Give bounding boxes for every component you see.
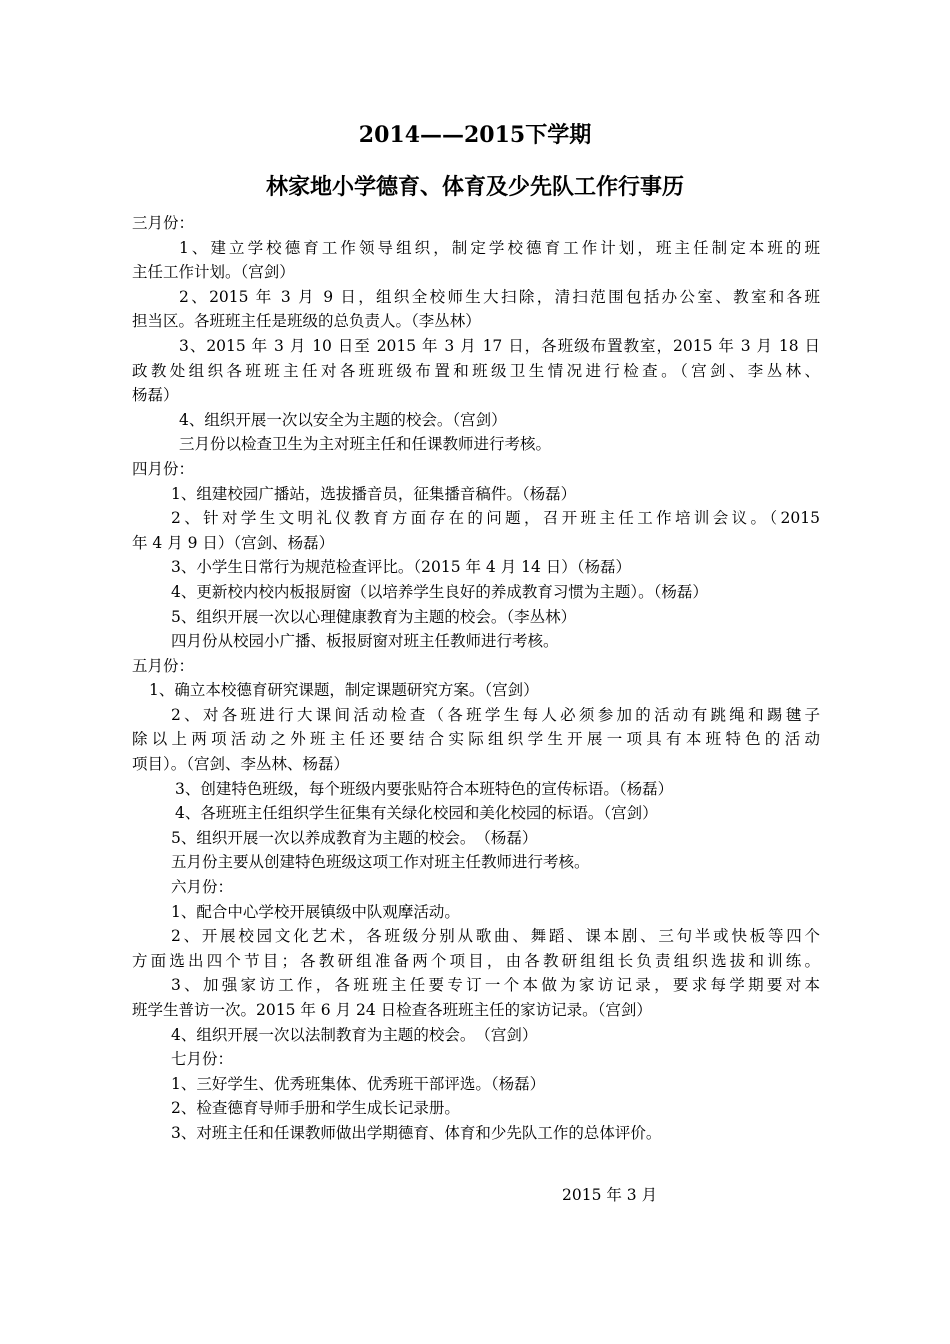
march-item1-line1: 1、建立学校德育工作领导组织，制定学校德育工作计划，班主任制定本班的班 [179,238,820,257]
april-summary: 四月份从校园小广播、板报厨窗对班主任教师进行考核。 [171,632,559,651]
april-item4: 4、更新校内校内板报厨窗（以培养学生良好的养成教育习惯为主题）。（杨磊） [171,582,708,601]
march-item3-line1: 3、2015 年 3 月 10 日至 2015 年 3 月 17 日，各班级布置教室，2015 年 3 月 18 日 [179,336,820,355]
june-item3-line2: 班学生普访一次。2015 年 6 月 24 日检查各班班主任的家访记录。（宫剑） [132,1001,652,1019]
april-item1: 1、组建校园广播站，选拔播音员，征集播音稿件。（杨磊） [171,484,577,503]
may-item2-line3: 项目）。（宫剑、李丛林、杨磊） [132,755,350,774]
march-item1-line2: 主任工作计划。（宫剑） [132,263,295,282]
may-heading: 五月份： [132,656,195,675]
june-item4: 4、组织开展一次以法制教育为主题的校会。 （宫剑） [171,1025,538,1044]
march-item2-line2: 担当区。各班班主任是班级的总负责人。（李丛林） [132,312,481,331]
document-body [132,211,820,1146]
april-item3: 3、小学生日常行为规范检查评比。（2015 年 4 月 14 日）（杨磊） [171,558,632,577]
march-summary: 三月份以检查卫生为主对班主任和任课教师进行考核。 [179,435,552,454]
may-item1: 1、确立本校德育研究课题，制定课题研究方案。（宫剑） [149,681,539,700]
june-item2-line1: 2、开展校园文化艺术，各班级分别从歌曲、舞蹈、课本剧、三句半或快板等四个 [171,927,820,946]
may-summary: 五月份主要从创建特色班级这项工作对班主任教师进行考核。 [171,853,590,872]
june-heading: 六月份： [171,878,234,897]
july-item2: 2、检查德育导师手册和学生成长记录册。 [171,1099,460,1118]
document-title-main: 林家地小学德育、体育及少先队工作行事历 [265,174,684,200]
march-heading: 三月份： [132,214,195,232]
april-item5: 5、组织开展一次以心理健康教育为主题的校会。（李丛林） [171,607,577,626]
document-date: 2015 年 3 月 [562,1186,658,1204]
june-item2-line2: 方面选出四个节目；各教研组准备两个项目，由各教研组组长负责组织选拔和训练。 [132,951,820,970]
july-heading: 七月份： [171,1050,234,1069]
may-item2-line1: 2、对各班进行大课间活动检查（各班学生每人必须参加的活动有跳绳和踢毽子 [171,705,820,724]
july-item3: 3、对班主任和任课教师做出学期德育、体育和少先队工作的总体评价。 [171,1123,662,1142]
june-item3-line1: 3、加强家访工作，各班班主任要专订一个本做为家访记录，要求每学期要对本 [171,976,820,995]
may-item5: 5、组织开展一次以养成教育为主题的校会。 （杨磊） [171,828,538,847]
may-item3: 3、创建特色班级，每个班级内要张贴符合本班特色的宣传标语。（杨磊） [175,779,674,798]
may-item4: 4、各班班主任组织学生征集有关绿化校园和美化校园的标语。（宫剑） [175,804,658,823]
document-title-term: 2014——2015下学期 [358,122,592,148]
april-item2-line1: 2、针对学生文明礼仪教育方面存在的问题，召开班主任工作培训会议。（2015 [171,509,820,528]
march-item3-line3: 杨磊） [132,386,179,405]
april-heading: 四月份： [132,459,195,478]
march-item4: 4、组织开展一次以安全为主题的校会。（宫剑） [179,410,507,429]
april-item2-line2: 年 4 月 9 日）（宫剑、杨磊） [132,533,335,552]
march-item3-line2: 政教处组织各班班主任对各班班级布置和班级卫生情况进行检查。（宫剑、李丛林、 [132,361,820,380]
june-item1: 1、配合中心学校开展镇级中队观摩活动。 [171,902,460,921]
march-item2-line1: 2、2015 年 3 月 9 日，组织全校师生大扫除，清扫范围包括办公室、教室和各班 [179,287,820,306]
july-item1: 1、三好学生、优秀班集体、优秀班干部评选。（杨磊） [171,1074,546,1093]
may-item2-line2: 除以上两项活动之外班主任还要结合实际组织学生开展一项具有本班特色的活动 [132,730,820,749]
